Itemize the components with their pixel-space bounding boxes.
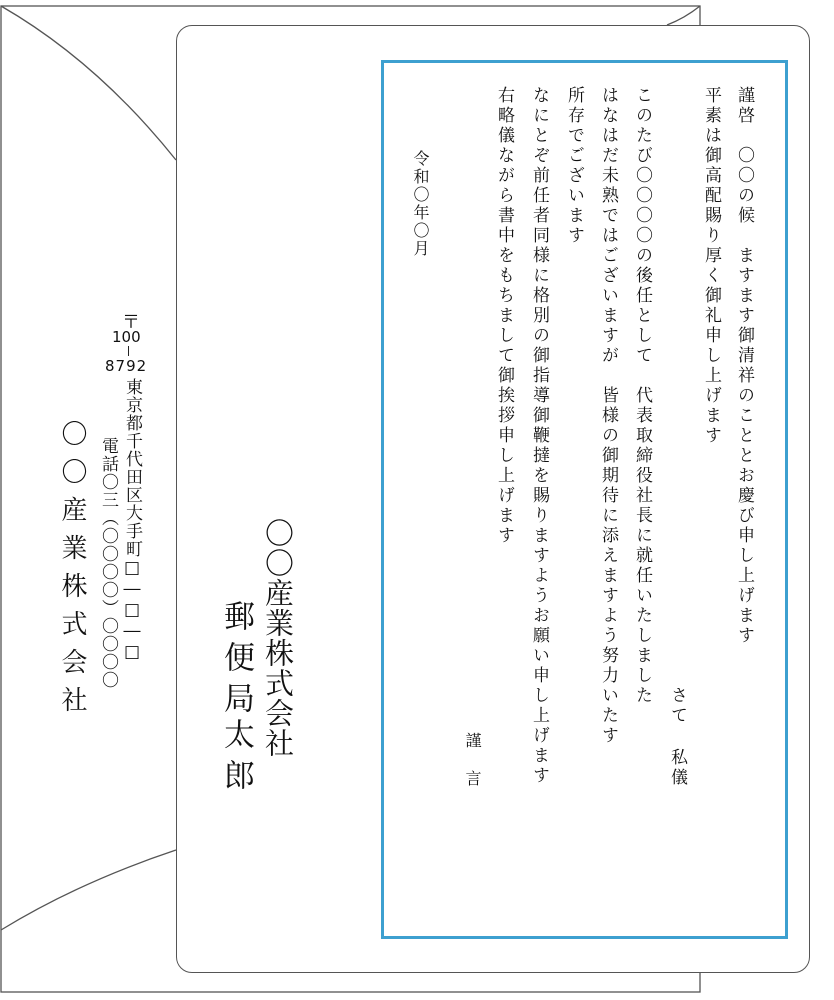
envelope-flap-left [1, 6, 176, 160]
letter-line-4: このたび〇〇〇〇の後任として 代表取締役社長に就任いたしました [632, 86, 652, 706]
sender-company: 〇〇産業株式会社 [57, 420, 87, 724]
letter-line-6: 所存でございます [564, 86, 584, 246]
recipient-company: 〇〇産業株式会社 [261, 518, 295, 758]
letter-sate: さて [667, 686, 687, 726]
letter-watakushi: 私儀 [667, 748, 687, 788]
envelope-flap-right [667, 6, 700, 25]
recipient-name-line1: 郵便局 [218, 600, 254, 723]
letter-line-5: はなはだ未熟ではございますが 皆様の御期待に添えますよう努力いたす [598, 86, 618, 746]
sender-phone: 電話〇三（〇〇〇〇）〇〇〇〇 [98, 437, 118, 689]
letter-line-7: なにとぞ前任者同様に格別の御指導御鞭撻を賜りますようお願い申し上げます [529, 86, 549, 786]
closing-kei: 謹 [463, 732, 482, 748]
letter-line-1: 謹啓 〇〇の候 ますます御清祥のこととお慶び申し上げます [734, 86, 754, 646]
postal-mark: 〒 [122, 312, 140, 333]
letter-line-2: 平素は御高配賜り厚く御礼申し上げます [701, 86, 721, 446]
letter-line-8: 右略儀ながら書中をもちまして御挨拶申し上げます [494, 86, 514, 546]
envelope-flap-bottom-left [1, 850, 176, 930]
letter-date: 令和〇年〇月 [411, 150, 430, 258]
sender-address: 東京都千代田区大手町□―□―□ [122, 378, 142, 663]
postal-code-second: 8792 [105, 357, 148, 375]
postal-code-first: 100 [112, 328, 141, 346]
postal-code-dash [128, 346, 129, 356]
letter-frame [381, 60, 788, 939]
closing-gen: 言 [463, 770, 482, 786]
recipient-name-line2: 太郎 [218, 718, 254, 800]
